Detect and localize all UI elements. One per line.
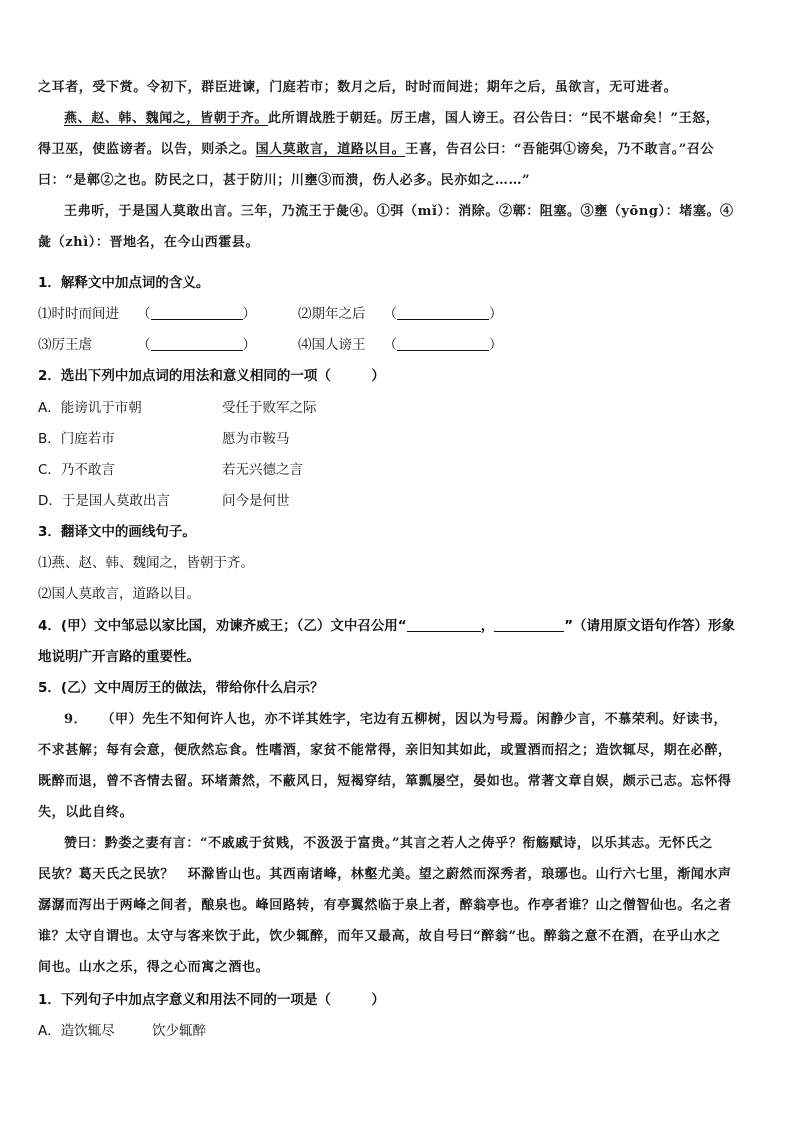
- passage-line: 间也。山水之乐，得之心而寓之酒也。: [38, 960, 270, 975]
- passage-line: [38, 103, 760, 134]
- question-3-title: 3．翻译文中的画线句子。: [38, 524, 196, 540]
- passage-line: 潺潺而泻出于两峰之间者，酿泉也。峰回路转，有亭翼然临于泉上者，醉翁亭也。作亭者谁？山之僧智仙也。名之者: [38, 898, 732, 913]
- passage-yi: [38, 72, 760, 258]
- question-2-title: 2．选出下列中加点词的用法和意义相同的一项（ ）: [38, 368, 385, 384]
- option-text: 问今是何世: [222, 493, 290, 509]
- paren: ）: [489, 337, 503, 353]
- passage-text: 王喜，告召公曰：“吾能弭①谤矣，乃不敢言。”召公: [405, 142, 715, 157]
- passage-line: 彘（zhì）：晋地名，在今山西霍县。: [38, 235, 260, 250]
- q4-text: ”（请用原文语句作答）形象: [564, 618, 736, 634]
- option-text: 受任于败军之际: [222, 400, 317, 416]
- passage-line: 9． （甲）先生不知何许人也，亦不详其姓字，宅边有五柳树，因以为号焉。闲静少言，不慕荣利。好读书，: [64, 712, 728, 727]
- option-text: A．能谤讥于市朝: [38, 400, 142, 416]
- q1-item-label: ⑶厉王虐: [38, 337, 92, 353]
- passage-line: 既醉而退，曾不吝情去留。环堵萧然，不蔽风日，短褐穿结，箪瓢屡空，晏如也。常著文章自娱，颇示己志。忘怀得: [38, 774, 732, 789]
- underlined-sentence: 国人莫敢言，道路以目。: [255, 142, 406, 157]
- passage-line: 不求甚解；每有会意，便欣然忘食。性嗜酒，家贫不能常得，亲旧知其如此，或置酒而招之；造饮辄尽，期在必醉，: [38, 743, 732, 758]
- paren: ）: [242, 306, 256, 322]
- passage-line: 曰：“是鄣②之也。防民之口，甚于防川；川壅③而溃，伤人必多。民亦如之……”: [38, 173, 531, 188]
- q6-option-a[interactable]: [38, 1019, 206, 1039]
- paren: （: [137, 306, 151, 322]
- option-text: B．门庭若市: [38, 431, 115, 447]
- q2-option-d[interactable]: [38, 489, 290, 509]
- paren: （: [383, 306, 397, 322]
- q1-item-1: [38, 302, 256, 322]
- q1-item-2: [298, 302, 503, 322]
- option-text: 饮少辄醉: [152, 1023, 206, 1039]
- answer-blank[interactable]: [151, 305, 243, 320]
- passage-line: 失，以此自终。: [38, 805, 134, 820]
- answer-blank[interactable]: [407, 617, 481, 632]
- q2-option-b[interactable]: [38, 427, 290, 447]
- paren: ）: [489, 306, 503, 322]
- q4-text: 4．(甲）文中邹忌以家比国，劝谏齐威王；（乙）文中召公用“: [38, 618, 407, 634]
- q1-item-label: ⑷国人谤王: [298, 337, 366, 353]
- q1-item-label: ⑴时时而间进: [38, 306, 119, 322]
- question-4: [38, 614, 735, 634]
- question-5-title: 5．(乙）文中周厉王的做法，带给你什么启示？: [38, 680, 324, 696]
- passage-line: 民欤？葛天氏之民欤？ 环滁皆山也。其西南诸峰，林壑尤美。望之蔚然而深秀者，琅琊也。山行六七里，渐闻水声: [38, 867, 732, 882]
- passage-line: [38, 134, 760, 165]
- answer-blank[interactable]: [397, 305, 489, 320]
- question-1-title: 1．解释文中加点词的含义。: [38, 275, 210, 291]
- question-4-line-2: 地说明广开言路的重要性。: [38, 649, 200, 665]
- passage-line: 王弗听，于是国人莫敢出言。三年，乃流王于彘④。①弭（mǐ）：消除。②鄣：阻塞。③壅（yōng）：堵塞。④: [64, 204, 734, 219]
- option-text: D．于是国人莫敢出言: [38, 493, 170, 509]
- paren: （: [137, 337, 151, 353]
- q1-item-label: ⑵期年之后: [298, 306, 366, 322]
- q2-option-c[interactable]: [38, 458, 303, 478]
- option-text: C．乃不敢言: [38, 462, 115, 478]
- passage-line: 谁？太守自谓也。太守与客来饮于此，饮少辄醉，而年又最高，故自号曰“醉翁”也。醉翁之意不在酒，在乎山水之: [38, 929, 721, 944]
- passage-jia: [38, 704, 760, 983]
- passage-line: 之耳者，受下赏。令初下，群臣进谏，门庭若市；数月之后，时时而间进；期年之后，虽欲言，无可进者。: [38, 80, 678, 95]
- passage-text: 此所谓战胜于朝廷。厉王虐，国人谤王。召公告曰：“民不堪命矣！”王怒，: [268, 111, 720, 126]
- answer-blank[interactable]: [397, 336, 489, 351]
- q3-sentence-1: ⑴燕、赵、韩、魏闻之，皆朝于齐。: [38, 555, 254, 571]
- q3-sentence-2: ⑵国人莫敢言，道路以目。: [38, 586, 200, 602]
- q4-comma: ，: [480, 618, 495, 634]
- answer-blank[interactable]: [494, 617, 564, 632]
- question-6-title: 1．下列句子中加点字意义和用法不同的一项是（ ）: [38, 992, 385, 1008]
- paren: （: [383, 337, 397, 353]
- paren: ）: [242, 337, 256, 353]
- option-text: 愿为市鞍马: [222, 431, 290, 447]
- underlined-sentence: 燕、赵、韩、魏闻之，皆朝于齐。: [64, 111, 269, 126]
- answer-blank[interactable]: [151, 336, 243, 351]
- option-text: 若无兴德之言: [222, 462, 303, 478]
- passage-text: 得卫巫，使监谤者。以告，则杀之。: [38, 142, 256, 157]
- q1-item-4: [298, 333, 503, 353]
- passage-line: 赞曰：黔娄之妻有言：“不戚戚于贫贱，不汲汲于富贵。”其言之若人之俦乎？衔觞赋诗，以乐其志。无怀氏之: [64, 836, 713, 851]
- option-text: A．造饮辄尽: [38, 1023, 115, 1039]
- q2-option-a[interactable]: [38, 396, 317, 416]
- q1-item-3: [38, 333, 256, 353]
